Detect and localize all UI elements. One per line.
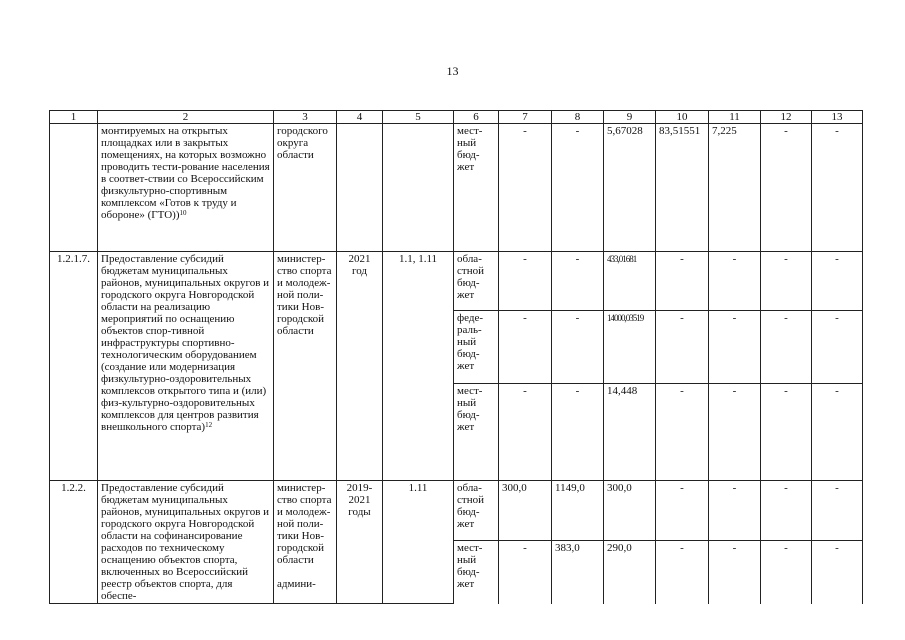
header-cell: 1 <box>50 111 98 124</box>
value-cell: 383,0 <box>552 540 604 603</box>
value-cell: - <box>499 124 552 252</box>
header-cell: 6 <box>454 111 499 124</box>
value-cell: 300,0 <box>604 481 656 541</box>
value-cell: 7,225 <box>709 124 761 252</box>
value-cell: - <box>812 384 863 481</box>
funding-source: феде-раль-ный бюд-жет <box>454 311 499 384</box>
value-cell: - <box>709 252 761 311</box>
funding-source: мест-ный бюд-жет <box>454 540 499 603</box>
value-cell: - <box>761 481 812 541</box>
table-row <box>50 124 863 252</box>
value-cell: - <box>656 252 709 311</box>
header-cell: 4 <box>337 111 383 124</box>
activity-description: монтируемых на открытых площадках или в закрытых помещениях, на которых возможно проводить тести-рование населения в соответ-ствии со Всероссийским физкультурно-спортивным комплексом «Готов к труду и обороне» (ГТО))$^{10}$ <box>98 124 274 252</box>
value-cell: - <box>499 384 552 481</box>
value-cell: - <box>761 311 812 384</box>
value-cell: - <box>812 540 863 603</box>
row-number: 1.2.2. <box>50 481 98 604</box>
period: 2021 год <box>337 252 383 481</box>
value-cell: - <box>761 540 812 603</box>
value-cell: - <box>761 124 812 252</box>
value-cell: - <box>812 311 863 384</box>
value-cell: 14000,03519 <box>604 311 656 384</box>
header-cell: 7 <box>499 111 552 124</box>
value-cell: - <box>552 384 604 481</box>
funding-source: обла-стной бюд-жет <box>454 252 499 311</box>
executor <box>274 481 337 604</box>
header-cell: 10 <box>656 111 709 124</box>
executor-primary: министер-ство спорта и молодеж-ной поли-тики Нов-городской области <box>277 482 332 566</box>
value-cell: - <box>499 311 552 384</box>
activity-description: Предоставление субсидий бюджетам муниципальных районов, муниципальных округов и городского округа Новгородской области на реализацию мероприятий по оснащению объектов спор-тивной инфраструктуры спортивно-технологическим оборудованием (создание или модернизация физкультурно-оздоровительных комплексов открытого типа и (или) физ-культурно-оздоровительных комплексов для центров развития внешкольного спорта)$^{12}$ <box>98 252 274 481</box>
value-cell: - <box>656 384 709 481</box>
header-cell: 9 <box>604 111 656 124</box>
table-row <box>50 481 863 541</box>
funding-source: мест-ный бюд-жет <box>454 384 499 481</box>
value-cell: - <box>552 311 604 384</box>
value-cell: 83,51551 <box>656 124 709 252</box>
activity-description: Предоставление субсидий бюджетам муниципальных районов, муниципальных округов и городского округа Новгородской области на софинансирование расходов по техническому оснащению объектов спорта, включенных во Всероссийский реестр объектов спорта, для обеспе- <box>98 481 274 604</box>
table-row <box>50 252 863 311</box>
executor: городского округа области <box>274 124 337 252</box>
value-cell: - <box>656 481 709 541</box>
value-cell: - <box>499 252 552 311</box>
header-cell: 11 <box>709 111 761 124</box>
header-cell: 5 <box>383 111 454 124</box>
funding-source: мест-ный бюд-жет <box>454 124 499 252</box>
value-cell: - <box>761 252 812 311</box>
period: 2019-2021 годы <box>337 481 383 604</box>
value-cell: 1149,0 <box>552 481 604 541</box>
value-cell: 300,0 <box>499 481 552 541</box>
period <box>337 124 383 252</box>
funding-source: обла-стной бюд-жет <box>454 481 499 541</box>
value-cell: - <box>709 540 761 603</box>
value-cell: - <box>812 481 863 541</box>
header-row <box>50 111 863 124</box>
header-cell: 12 <box>761 111 812 124</box>
header-cell: 13 <box>812 111 863 124</box>
target-indicator: 1.11 <box>383 481 454 604</box>
value-cell: - <box>812 252 863 311</box>
value-cell: - <box>812 124 863 252</box>
header-cell: 8 <box>552 111 604 124</box>
executor-secondary: админи- <box>277 578 316 590</box>
value-cell: - <box>499 540 552 603</box>
value-cell: - <box>552 124 604 252</box>
value-cell: 14,448 <box>604 384 656 481</box>
row-number: 1.2.1.7. <box>50 252 98 481</box>
value-cell: - <box>709 384 761 481</box>
value-cell: 5,67028 <box>604 124 656 252</box>
value-cell: - <box>552 252 604 311</box>
target-indicator <box>383 124 454 252</box>
value-cell: 433,01681 <box>604 252 656 311</box>
value-cell: - <box>761 384 812 481</box>
header-cell: 2 <box>98 111 274 124</box>
executor: министер-ство спорта и молодеж-ной поли-тики Нов-городской области <box>274 252 337 481</box>
value-cell: - <box>656 311 709 384</box>
value-cell: - <box>656 540 709 603</box>
header-cell: 3 <box>274 111 337 124</box>
value-cell: - <box>709 481 761 541</box>
value-cell: - <box>709 311 761 384</box>
value-cell: 290,0 <box>604 540 656 603</box>
row-number <box>50 124 98 252</box>
page-number: 13 <box>446 64 459 78</box>
target-indicator: 1.1, 1.11 <box>383 252 454 481</box>
budget-table <box>49 110 863 604</box>
